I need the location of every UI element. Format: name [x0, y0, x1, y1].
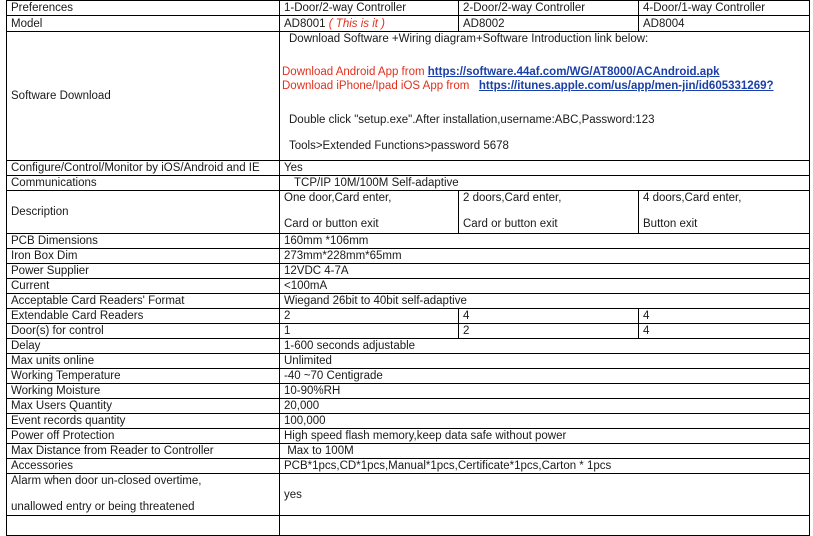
preferences-label: Preferences: [7, 1, 280, 16]
row-temperature: [7, 369, 810, 384]
iron-box-label: Iron Box Dim: [7, 249, 280, 264]
row-current: [7, 279, 810, 294]
delay-label: Delay: [7, 339, 280, 354]
description-label: Description: [7, 191, 280, 234]
row-power: [7, 264, 810, 279]
description-4door-line1: 4 doors,Card enter,: [643, 192, 742, 204]
current-value: <100mA: [280, 279, 810, 294]
row-delay: [7, 339, 810, 354]
row-pcb: [7, 234, 810, 249]
ext-readers-2door: 4: [459, 309, 639, 324]
software-download-content: [280, 32, 810, 161]
description-4door: [639, 191, 810, 234]
alarm-label: [7, 474, 280, 516]
col-4door: 4-Door/1-way Controller: [639, 1, 810, 16]
row-doors: [7, 324, 810, 339]
row-preferences: [7, 1, 810, 16]
description-4door-line2: Button exit: [643, 218, 698, 230]
cutoff-label-cell: [7, 516, 280, 536]
communications-label: Communications: [7, 176, 280, 191]
ext-readers-label: Extendable Card Readers: [7, 309, 280, 324]
model-label: Model: [7, 16, 280, 32]
model-4door: AD8004: [639, 16, 810, 32]
pcb-value: 160mm *106mm: [280, 234, 810, 249]
model-2door: AD8002: [459, 16, 639, 32]
description-2door-line2: Card or button exit: [463, 218, 558, 230]
description-1door-line2: Card or button exit: [284, 218, 379, 230]
row-card-format: [7, 294, 810, 309]
accessories-value: PCB*1pcs,CD*1pcs,Manual*1pcs,Certificate*1pcs,Carton * 1pcs: [280, 459, 810, 474]
android-download-text: Download Android App from: [282, 66, 425, 78]
alarm-value: yes: [280, 474, 810, 516]
ext-readers-4door: 4: [639, 309, 810, 324]
moisture-value: 10-90%RH: [280, 384, 810, 399]
row-alarm: [7, 474, 810, 516]
row-configure: [7, 161, 810, 176]
row-max-users: [7, 399, 810, 414]
moisture-label: Working Moisture: [7, 384, 280, 399]
row-ext-readers: [7, 309, 810, 324]
row-iron-box: [7, 249, 810, 264]
card-format-label: Acceptable Card Readers' Format: [7, 294, 280, 309]
alarm-label-line2: unallowed entry or being threatened: [11, 501, 195, 513]
row-events: [7, 414, 810, 429]
current-label: Current: [7, 279, 280, 294]
model-1door-value: AD8001: [284, 17, 326, 30]
model-1door: [280, 16, 459, 32]
iron-box-value: 273mm*228mm*65mm: [280, 249, 810, 264]
ios-app-link[interactable]: https://itunes.apple.com/us/app/men-jin/id605331269?: [478, 80, 774, 92]
pcb-label: PCB Dimensions: [7, 234, 280, 249]
row-max-units: [7, 354, 810, 369]
max-distance-label: Max Distance from Reader to Controller: [7, 444, 280, 459]
description-1door: [280, 191, 459, 234]
max-units-label: Max units online: [7, 354, 280, 369]
row-description: [7, 191, 810, 234]
col-2door: 2-Door/2-way Controller: [459, 1, 639, 16]
configure-label: Configure/Control/Monitor by iOS/Android and IE: [7, 161, 280, 176]
power-off-value: High speed flash memory,keep data safe without power: [280, 429, 810, 444]
events-value: 100,000: [280, 414, 810, 429]
power-off-label: Power off Protection: [7, 429, 280, 444]
cutoff-value-cell: [280, 516, 810, 536]
software-download-label: Software Download: [7, 32, 280, 161]
card-format-value: Wiegand 26bit to 40bit self-adaptive: [280, 294, 810, 309]
tools-instructions: Tools>Extended Functions>password 5678: [289, 140, 509, 152]
max-users-value: 20,000: [280, 399, 810, 414]
row-software-download: [7, 32, 810, 161]
temperature-value: -40 ~70 Centigrade: [280, 369, 810, 384]
android-app-link[interactable]: https://software.44af.com/WG/AT8000/ACAndroid.apk: [427, 66, 720, 78]
power-label: Power Supplier: [7, 264, 280, 279]
this-is-it-note: ( This is it ): [328, 17, 385, 30]
row-cutoff: [7, 516, 810, 536]
ios-download-text: Download iPhone/Ipad iOS App from: [282, 80, 470, 92]
description-1door-line1: One door,Card enter,: [284, 192, 392, 204]
description-2door: [459, 191, 639, 234]
software-intro: Download Software +Wiring diagram+Software Introduction link below:: [289, 33, 649, 45]
max-users-label: Max Users Quantity: [7, 399, 280, 414]
accessories-label: Accessories: [7, 459, 280, 474]
doors-4door: 4: [639, 324, 810, 339]
max-units-value: Unlimited: [280, 354, 810, 369]
spec-table: [6, 0, 810, 536]
row-moisture: [7, 384, 810, 399]
configure-value: Yes: [280, 161, 810, 176]
communications-value: TCP/IP 10M/100M Self-adaptive: [280, 176, 810, 191]
col-1door: 1-Door/2-way Controller: [280, 1, 459, 16]
row-max-distance: [7, 444, 810, 459]
max-distance-value: Max to 100M: [280, 444, 810, 459]
events-label: Event records quantity: [7, 414, 280, 429]
row-communications: [7, 176, 810, 191]
row-model: [7, 16, 810, 32]
ios-download-line: [280, 79, 805, 93]
install-instructions: Double click "setup.exe".After installation,username:ABC,Password:123: [289, 114, 655, 126]
ext-readers-1door: 2: [280, 309, 459, 324]
doors-2door: 2: [459, 324, 639, 339]
doors-1door: 1: [280, 324, 459, 339]
temperature-label: Working Temperature: [7, 369, 280, 384]
row-power-off: [7, 429, 810, 444]
alarm-label-line1: Alarm when door un-closed overtime,: [11, 475, 202, 487]
doors-label: Door(s) for control: [7, 324, 280, 339]
row-accessories: [7, 459, 810, 474]
android-download-line: [280, 65, 805, 79]
description-2door-line1: 2 doors,Card enter,: [463, 192, 562, 204]
power-value: 12VDC 4-7A: [280, 264, 810, 279]
delay-value: 1-600 seconds adjustable: [280, 339, 810, 354]
